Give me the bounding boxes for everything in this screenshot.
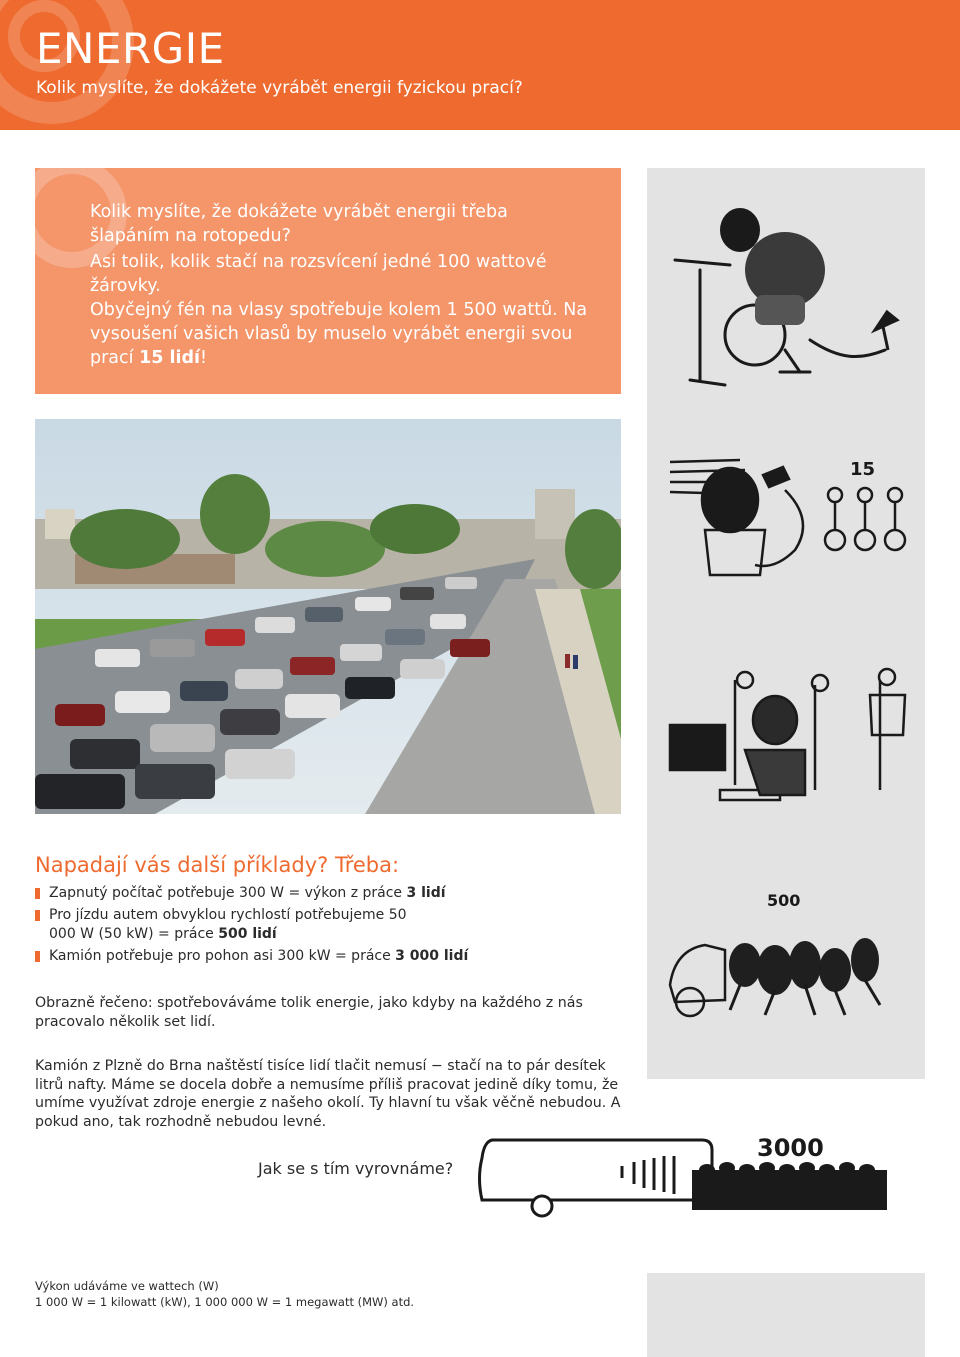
fen-count-label: 15 xyxy=(850,459,876,480)
footnote-line-2: 1 000 W = 1 kilowatt (kW), 1 000 000 W = 1 megawatt (MW) atd. xyxy=(35,1295,415,1309)
intro-question: Kolik myslíte, že dokážete vyrábět energii třeba šlapáním na rotopedu? xyxy=(90,202,508,246)
bullet-marker xyxy=(35,888,40,899)
bullet-marker xyxy=(35,910,40,921)
examples-list xyxy=(35,884,635,969)
truck-count-label: 3000 xyxy=(757,1134,824,1162)
car-count-label: 500 xyxy=(767,891,801,910)
truck-illustration xyxy=(472,1128,892,1223)
hairdryer-illustration xyxy=(665,450,915,580)
closing-question: Jak se s tím vyrovnáme? xyxy=(258,1159,454,1178)
intro-hairdryer: Obyčejný fén na vlasy spotřebuje kolem 1 500 wattů. Na vysoušení vašich vlasů by muselo vyrábět energii svou prací 15 lidí! xyxy=(90,300,588,368)
bullet-marker xyxy=(35,951,40,962)
traffic-photo-drawing xyxy=(35,419,621,814)
list-item: Zapnutý počítač potřebuje 300 W = výkon z práce 3 lidí xyxy=(35,884,635,903)
examples-heading: Napadají vás další příklady? Třeba: xyxy=(35,853,400,877)
header-banner xyxy=(0,0,960,130)
pushing-car-illustration xyxy=(665,890,915,1020)
list-item: Pro jízdu autem obvyklou rychlostí potřebujeme 50 000 W (50 kW) = práce 500 lidí xyxy=(35,906,419,944)
page-title: ENERGIE xyxy=(36,24,225,73)
intro-answer: Asi tolik, kolik stačí na rozsvícení jedné 100 wattové žárovky. xyxy=(90,252,547,296)
intro-box xyxy=(35,168,621,394)
exercise-bike-illustration xyxy=(660,200,910,395)
paragraph-truck: Kamión z Plzně do Brna naštěstí tisíce lidí tlačit nemusí − stačí na to pár desítek litrů nafty. Máme se docela dobře a nemusíme příliš pracovat jedině díky tomu, že umíme využívat zdroje energie z našeho okolí. Ty hlavní tu však věčně nebudou. A pokud ano, tak rozhodně nebudou levné. xyxy=(35,1058,621,1130)
traffic-jam-photo xyxy=(35,419,621,814)
list-item: Kamión potřebuje pro pohon asi 300 kW = práce 3 000 lidí xyxy=(35,947,635,966)
footnote-line-1: Výkon udáváme ve wattech (W) xyxy=(35,1279,219,1293)
computer-illustration xyxy=(665,665,915,810)
paragraph-figuratively: Obrazně řečeno: spotřebováváme tolik energie, jako kdyby na každého z nás pracovalo několik set lidí. xyxy=(35,995,583,1030)
page-subtitle: Kolik myslíte, že dokážete vyrábět energii fyzickou prací? xyxy=(36,78,523,98)
sidebar-bottom-block xyxy=(647,1273,925,1357)
